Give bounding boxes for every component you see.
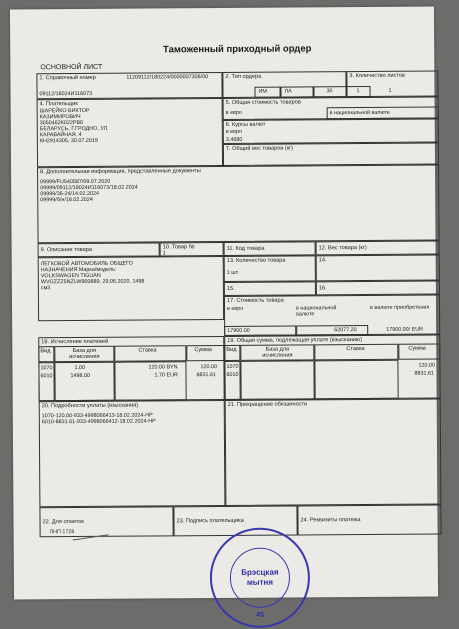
box-21 <box>225 398 442 506</box>
box-10-value: 1 <box>162 250 166 257</box>
table-row: 120.00 <box>200 364 217 371</box>
box-6-label: 6. Курсы валют <box>225 121 266 128</box>
box-1-label: 1. Справочный номер <box>39 74 96 82</box>
box-15-label: 15. <box>226 285 235 292</box>
box-15 <box>224 281 316 296</box>
box-17-cell <box>296 325 368 336</box>
col-header: Сумма <box>194 347 212 354</box>
payer-line: КАЗИМИРОВИЧ <box>39 113 81 121</box>
box-24-label: 24. Реквизиты платежа <box>300 517 361 524</box>
form-subtitle: ОСНОВНОЙ ЛИСТ <box>40 63 103 72</box>
exchange-rate: 3.4680 <box>225 136 243 143</box>
value-purchase: 17900.00/ EUR <box>386 326 424 333</box>
box-21-label: 21. Прекращение обязанности <box>227 401 308 408</box>
payer-line: 3050462К022РВ0 <box>39 119 84 127</box>
box-10-label: 10. Товар № <box>162 244 195 251</box>
box-2-c3: 30 <box>326 88 333 95</box>
doc-line: 09999/FU540587/09.07.2020 <box>40 178 111 186</box>
box-8 <box>37 164 440 243</box>
box-19-label: 19. Общая сумма, подлежащая уплате (взысканию) <box>227 337 363 344</box>
table-row: 120.00 <box>418 362 435 369</box>
box-20-label: 20. Подробности уплаты (взыскания) <box>41 402 139 410</box>
box-12-label: 12. Вес товара (кг) <box>318 245 367 252</box>
box-22-label: 22. Для отметок <box>42 518 84 526</box>
document-sheet <box>10 7 438 619</box>
doc-line: 09999/36-24/14.02.2024 <box>40 190 100 198</box>
payer-line: БЕЛАРУСЬ, Г.ГРОДНО, УЛ. <box>39 125 109 133</box>
col-header: База для исчисления <box>69 347 100 361</box>
table-row: 1.70 EUR <box>154 372 178 379</box>
box-9-label: 9. Описание товара <box>40 246 93 254</box>
desc-line: НАЗНАЧЕНИЯ Марка/модель: <box>40 266 117 274</box>
value-eur: 17900.00 <box>227 327 250 334</box>
col-header: Ставка <box>138 347 157 354</box>
table-row: 8831.61 <box>196 372 217 379</box>
doc-line: 09999/б/н/18.02.2024 <box>40 196 93 204</box>
box-7-label: 7. Общий вес товаров (кг) <box>225 145 294 152</box>
customs-order-form <box>36 38 442 619</box>
box-13-label: 13. Количество товара <box>226 257 286 264</box>
desc-line: WVGZZZ5NZLW900889, 29.06.2020, 1498 <box>40 278 145 286</box>
officer-stamp-text: ЛНП 1728 <box>49 529 75 536</box>
payment-line: 6010-8831.61-933-4998066412-18.02.2024-НР <box>41 418 156 426</box>
table-row: 6010 <box>40 373 53 380</box>
table-row: 120.00 BYN <box>148 364 178 371</box>
table-col <box>240 360 314 400</box>
box-14-label: 14. <box>318 257 327 264</box>
box-8-label: 8. Дополнительная информация, представленные документы <box>40 168 201 176</box>
box-18-label: 18. Исчисление платежей <box>41 338 109 346</box>
stamp-line-1: Брэсцкая <box>241 567 279 577</box>
payer-line: ШАРЕЙКО ВИКТОР <box>39 107 90 115</box>
box-1-value: 11209112/180224/0000007306/00 <box>126 74 209 81</box>
box-5-eur: в евро <box>225 109 242 116</box>
box-16-label: 16. <box>318 285 327 292</box>
payer-line: КН2914305, 30.07.2019 <box>39 137 98 145</box>
payment-line: 1070-120.00-933-4998066413-18.02.2024-НР <box>41 412 153 420</box>
box-2-label: 2. Тип ордера <box>225 73 262 80</box>
box-23-label: 23. Подпись плательщика <box>176 517 244 525</box>
box-3-label: 3. Количество листов <box>349 72 406 80</box>
table-row: 1070 <box>40 365 53 372</box>
stamp-line-2: мытня <box>246 577 274 587</box>
desc-line: см3 <box>40 285 51 292</box>
box-5-byn: в национальной валюте <box>329 109 390 117</box>
table-row: 6010 <box>226 371 239 378</box>
stamp-number: 45 <box>256 611 265 619</box>
box-14 <box>316 254 440 281</box>
table-row: 8831.61 <box>414 370 435 377</box>
box-17-h1: в евро <box>227 305 244 312</box>
col-header: База для исчисления <box>262 346 293 359</box>
box-17-label: 17. Стоимость товара <box>226 297 284 304</box>
box-3-v2: 1 <box>388 87 392 94</box>
table-row: 1070 <box>226 363 239 370</box>
box-2-c1: ИМ <box>258 88 267 95</box>
table-row: 1.00 <box>74 364 85 372</box>
table-row: 1498.00 <box>70 372 91 380</box>
table-col <box>314 360 398 400</box>
desc-line: ЛЕГКОВОЙ АВТОМОБИЛЬ ОБЩЕГО <box>40 260 133 268</box>
box-17-h2: в национальной валюте <box>296 305 337 318</box>
box-5-label: 5. Общая стоимость товаров <box>225 99 301 106</box>
box-6-eur: в евро <box>225 128 243 135</box>
box-1-value2: 09112/18024И116073 <box>39 90 93 98</box>
doc-line: 09999/09112/18024И116073/18.02.2024 <box>40 184 138 192</box>
col-header: Ставка <box>346 346 365 353</box>
box-13-value: 1 шт. <box>226 269 240 276</box>
col-header: Вид <box>40 348 51 355</box>
form-title: Таможенный приходный ордер <box>163 43 312 56</box>
box-16 <box>316 280 440 295</box>
box-4-label: 4. Плательщик <box>39 101 78 108</box>
customs-stamp <box>210 527 311 628</box>
desc-line: VOLKSWAGEN TIGUAN <box>40 272 101 280</box>
box-17-h3: в валюте приобретения <box>370 304 430 311</box>
col-header: Вид <box>226 346 237 353</box>
box-2-c2: ЛА <box>284 88 292 95</box>
payer-line: КАРАВАЙНАЯ, 4 <box>39 131 82 139</box>
box-11-label: 11. Код товара <box>226 245 265 252</box>
box-3-v1: 1 <box>356 88 360 95</box>
value-byn: 62077.20 <box>334 327 357 334</box>
col-header: Сумма <box>408 345 426 352</box>
